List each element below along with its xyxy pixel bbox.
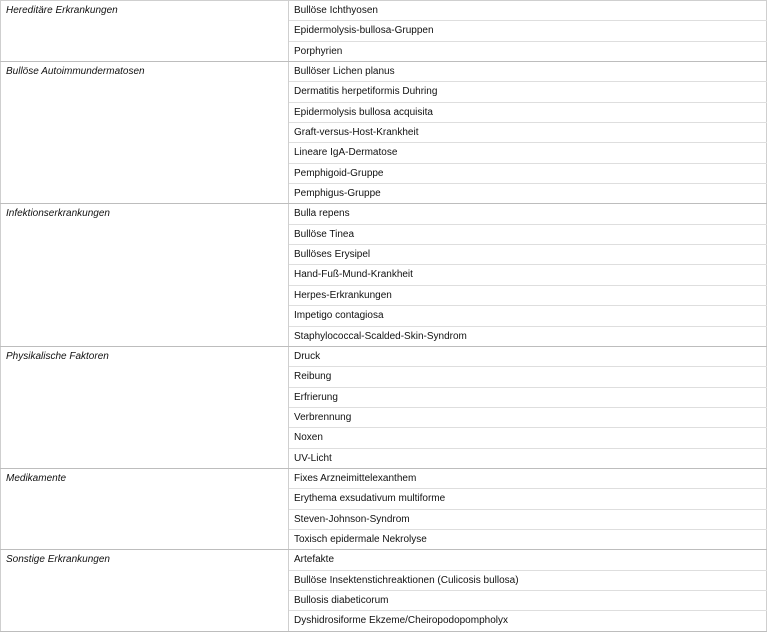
category-cell: Bullöse Autoimmundermatosen (1, 62, 289, 204)
diagnosis-cell: Steven-Johnson-Syndrom (289, 509, 767, 529)
diagnosis-cell: Bullöser Lichen planus (289, 62, 767, 82)
diagnosis-cell: Staphylococcal-Scalded-Skin-Syndrom (289, 326, 767, 346)
table-row (1, 468, 767, 488)
diagnosis-cell: Bullöse Insektenstichreaktionen (Culicosis bullosa) (289, 570, 767, 590)
diagnosis-cell: Bulla repens (289, 204, 767, 224)
diagnosis-cell: Druck (289, 346, 767, 366)
table-row (1, 1, 767, 21)
diagnosis-cell: Toxisch epidermale Nekrolyse (289, 529, 767, 549)
diagnosis-cell: Pemphigoid-Gruppe (289, 163, 767, 183)
diagnosis-cell: Bullöse Ichthyosen (289, 1, 767, 21)
diagnosis-cell: Verbrennung (289, 407, 767, 427)
diagnosis-cell: Bullöses Erysipel (289, 245, 767, 265)
diagnosis-cell: Reibung (289, 367, 767, 387)
diagnosis-cell: Artefakte (289, 550, 767, 570)
diagnosis-cell: Erfrierung (289, 387, 767, 407)
diagnosis-cell: Porphyrien (289, 41, 767, 61)
diagnosis-cell: Graft-versus-Host-Krankheit (289, 123, 767, 143)
table-row (1, 204, 767, 224)
diagnosis-cell: Epidermolysis-bullosa-Gruppen (289, 21, 767, 41)
diagnosis-cell: Bullöse Tinea (289, 224, 767, 244)
diagnosis-cell: Dermatitis herpetiformis Duhring (289, 82, 767, 102)
category-cell: Medikamente (1, 468, 289, 549)
diagnosis-cell: UV-Licht (289, 448, 767, 468)
diagnosis-cell: Epidermolysis bullosa acquisita (289, 102, 767, 122)
category-cell: Infektionserkrankungen (1, 204, 289, 346)
table-row (1, 62, 767, 82)
category-cell: Physikalische Faktoren (1, 346, 289, 468)
diagnosis-cell: Impetigo contagiosa (289, 306, 767, 326)
table-row (1, 550, 767, 570)
diagnosis-cell: Bullosis diabeticorum (289, 590, 767, 610)
diagnosis-cell: Noxen (289, 428, 767, 448)
table-body (1, 1, 767, 632)
table-row (1, 346, 767, 366)
diagnosis-cell: Pemphigus-Gruppe (289, 184, 767, 204)
diagnosis-cell: Hand-Fuß-Mund-Krankheit (289, 265, 767, 285)
diagnosis-cell: Herpes-Erkrankungen (289, 285, 767, 305)
category-cell: Sonstige Erkrankungen (1, 550, 289, 631)
diagnosis-cell: Fixes Arzneimittelexanthem (289, 468, 767, 488)
category-cell: Hereditäre Erkrankungen (1, 1, 289, 62)
diagnosis-cell: Lineare IgA-Dermatose (289, 143, 767, 163)
diagnosis-cell: Erythema exsudativum multiforme (289, 489, 767, 509)
diagnosis-cell: Dyshidrosiforme Ekzeme/Cheiropodopompholyx (289, 611, 767, 631)
